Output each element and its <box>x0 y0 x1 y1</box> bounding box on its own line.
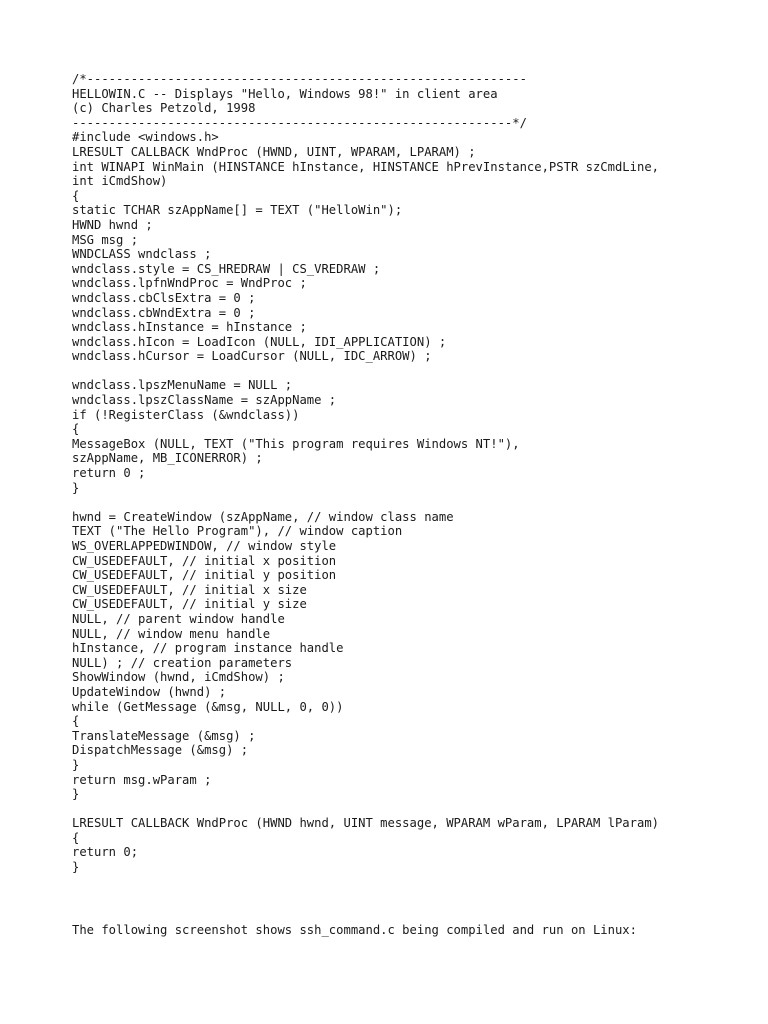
code-line: return 0; <box>72 845 139 860</box>
code-line: CW_USEDEFAULT, // initial y position <box>72 568 337 583</box>
code-line: ShowWindow (hwnd, iCmdShow) ; <box>72 670 285 685</box>
code-line: (c) Charles Petzold, 1998 <box>72 101 256 116</box>
code-line: while (GetMessage (&msg, NULL, 0, 0)) <box>72 699 344 714</box>
code-line: wndclass.cbWndExtra = 0 ; <box>72 305 256 320</box>
code-line <box>72 364 732 379</box>
code-line: return msg.wParam ; <box>72 772 212 787</box>
code-line: { <box>72 714 80 729</box>
code-line: wndclass.lpszClassName = szAppName ; <box>72 393 337 408</box>
code-line: CW_USEDEFAULT, // initial x position <box>72 553 337 568</box>
code-line: MessageBox (NULL, TEXT ("This program requires Windows NT!"), <box>72 436 520 451</box>
code-line: } <box>72 480 80 495</box>
code-line: hwnd = CreateWindow (szAppName, // window class name <box>72 509 454 524</box>
code-line: NULL) ; // creation parameters <box>72 655 293 670</box>
code-line: int WINAPI WinMain (HINSTANCE hInstance, HINSTANCE hPrevInstance,PSTR szCmdLine, <box>72 159 659 174</box>
code-line: wndclass.lpszMenuName = NULL ; <box>72 378 293 393</box>
code-line: LRESULT CALLBACK WndProc (HWND hwnd, UINT message, WPARAM wParam, LPARAM lParam) <box>72 816 659 831</box>
code-line: #include <windows.h> <box>72 130 219 145</box>
code-line: MSG msg ; <box>72 232 139 247</box>
code-line: } <box>72 787 80 802</box>
code-line: UpdateWindow (hwnd) ; <box>72 684 227 699</box>
code-line: wndclass.hCursor = LoadCursor (NULL, IDC_ARROW) ; <box>72 349 432 364</box>
code-line: szAppName, MB_ICONERROR) ; <box>72 451 263 466</box>
code-line <box>72 495 732 510</box>
code-line <box>72 802 732 817</box>
code-listing <box>72 72 732 875</box>
code-line: wndclass.hInstance = hInstance ; <box>72 320 307 335</box>
code-line: wndclass.cbClsExtra = 0 ; <box>72 290 256 305</box>
code-line: return 0 ; <box>72 466 146 481</box>
code-line: DispatchMessage (&msg) ; <box>72 743 249 758</box>
code-line: static TCHAR szAppName[] = TEXT ("HelloWin"); <box>72 203 403 218</box>
code-line: CW_USEDEFAULT, // initial x size <box>72 582 307 597</box>
code-line: if (!RegisterClass (&wndclass)) <box>72 407 300 422</box>
code-line: WNDCLASS wndclass ; <box>72 247 212 262</box>
code-line: { <box>72 188 80 203</box>
code-line: TEXT ("The Hello Program"), // window caption <box>72 524 403 539</box>
code-line: CW_USEDEFAULT, // initial y size <box>72 597 307 612</box>
code-line: NULL, // parent window handle <box>72 611 285 626</box>
code-line: ------------------------------------------------------------*/ <box>72 115 527 130</box>
code-line: HWND hwnd ; <box>72 217 153 232</box>
code-line: int iCmdShow) <box>72 174 168 189</box>
code-line: { <box>72 830 80 845</box>
code-line: TranslateMessage (&msg) ; <box>72 728 256 743</box>
code-line: NULL, // window menu handle <box>72 626 271 641</box>
code-line: { <box>72 422 80 437</box>
code-line: LRESULT CALLBACK WndProc (HWND, UINT, WPARAM, LPARAM) ; <box>72 144 476 159</box>
code-line: HELLOWIN.C -- Displays "Hello, Windows 98!" in client area <box>72 86 498 101</box>
caption-text: The following screenshot shows ssh_command.c being compiled and run on Linux: <box>72 923 637 937</box>
code-line: /*------------------------------------------------------------ <box>72 72 527 86</box>
code-line: wndclass.lpfnWndProc = WndProc ; <box>72 276 307 291</box>
code-line: } <box>72 757 80 772</box>
code-line: wndclass.hIcon = LoadIcon (NULL, IDI_APPLICATION) ; <box>72 334 447 349</box>
code-line: } <box>72 860 80 875</box>
code-line: hInstance, // program instance handle <box>72 641 344 656</box>
code-line: WS_OVERLAPPEDWINDOW, // window style <box>72 539 337 553</box>
code-line: wndclass.style = CS_HREDRAW | CS_VREDRAW ; <box>72 261 381 276</box>
